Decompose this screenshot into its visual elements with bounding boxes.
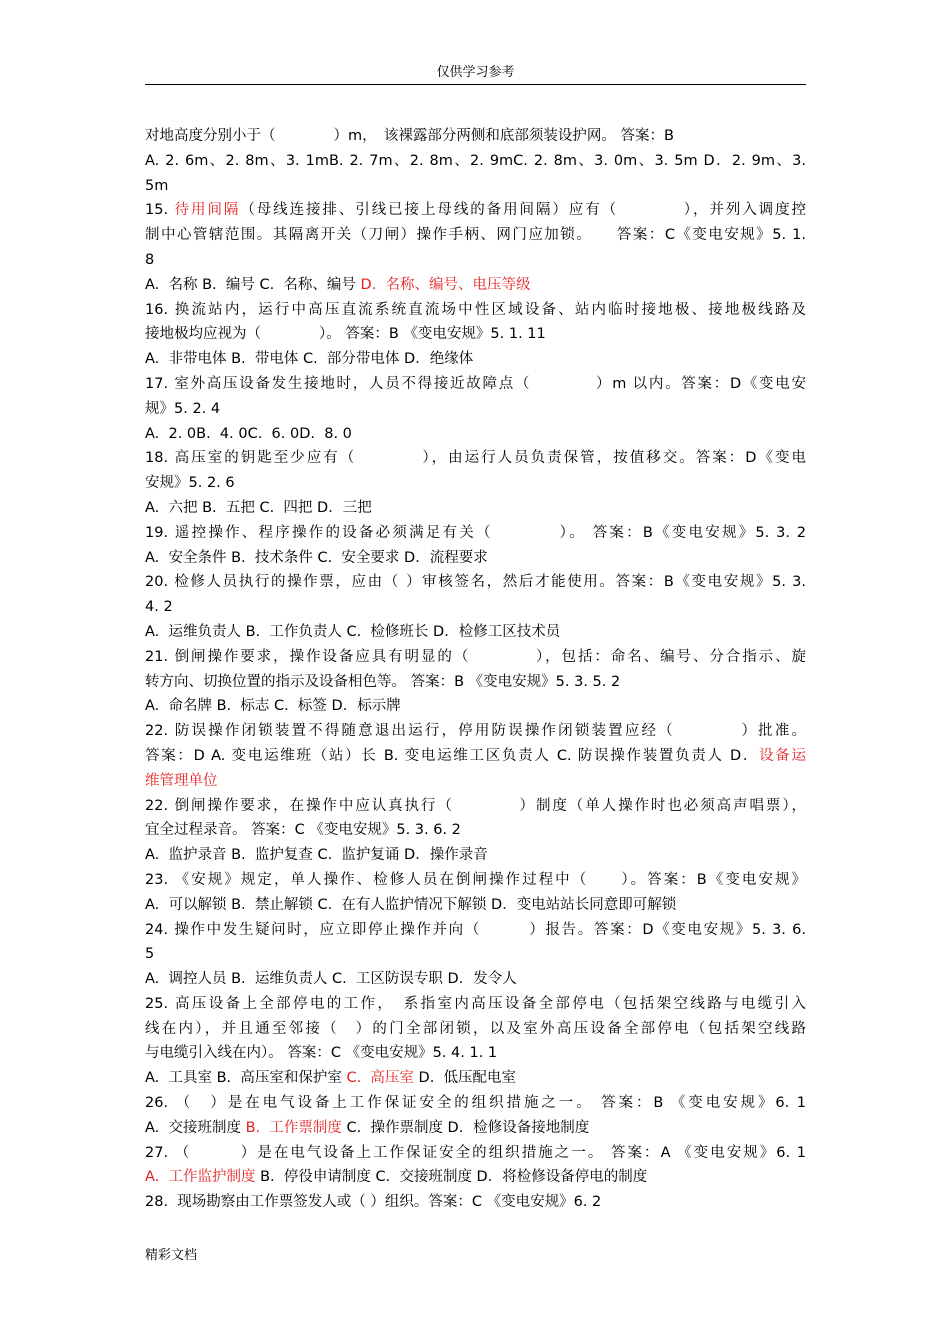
text-line	[145, 570, 806, 595]
highlighted-answer: D. 名称、编号、电压等级	[360, 276, 531, 293]
line-text: 23. 《安规》规定，单人操作、检修人员在倒闸操作过程中（ ）。答案：B《变电安规》	[145, 871, 806, 888]
line-text: A. 监护录音 B. 监护复查 C. 监护复诵 D．操作录音	[145, 847, 488, 864]
line-text: 8	[145, 251, 155, 268]
header-divider	[145, 84, 806, 85]
line-text: 20. 检修人员执行的操作票，应由（ ）审核签名，然后才能使用。答案：B《变电安规》5. 3.	[145, 574, 806, 591]
document-body	[145, 124, 806, 1215]
text-line	[145, 992, 806, 1017]
text-line	[145, 273, 806, 298]
highlighted-answer: 待用间隔	[174, 202, 241, 219]
line-text: 19. 遥控操作、程序操作的设备必须满足有关（ ）。 答案：B《变电安规》5. 3. 2	[145, 524, 806, 541]
line-text: 15.	[145, 202, 175, 219]
text-line	[145, 198, 806, 223]
text-line	[145, 174, 806, 199]
line-text: C. 操作票制度 D．检修设备接地制度	[341, 1119, 590, 1136]
highlighted-answer: B. 工作票制度	[245, 1119, 342, 1136]
line-text: A. 名称 B. 编号 C. 名称、编号	[145, 276, 361, 293]
text-line	[145, 546, 806, 571]
line-text: 24. 操作中发生疑问时，应立即停止操作并向（ ）报告。答案：D《变电安规》5. 3. 6.	[145, 921, 806, 938]
text-line	[145, 1116, 806, 1141]
line-text: 22. 倒闸操作要求，在操作中应认真执行（ ）制度（单人操作时也必须高声唱票），	[145, 797, 806, 814]
page-footer: 精彩文档	[145, 1248, 198, 1263]
line-text: 25. 高压设备上全部停电的工作， 系指室内高压设备全部停电（包括架空线路与电缆引入	[145, 995, 806, 1012]
line-text: A. 命名牌 B. 标志 C. 标签 D．标示牌	[145, 698, 401, 715]
line-text: 答案：D A. 变电运维班（站）长 B. 变电运维工区负责人 C. 防误操作装置负责人 D．	[145, 747, 760, 764]
line-text: A. 调控人员 B. 运维负责人 C. 工区防误专职 D．发令人	[145, 971, 517, 988]
page-header: 仅供学习参考	[436, 65, 515, 80]
line-text: A. 可以解锁 B. 禁止解锁 C. 在有人监护情况下解锁 D．变电站站长同意即可解锁	[145, 896, 677, 913]
text-line	[145, 868, 806, 893]
line-text: 与电缆引入线在内）。 答案：C 《变电安规》5. 4. 1. 1	[145, 1045, 498, 1062]
text-line	[145, 645, 806, 670]
text-line	[145, 1165, 806, 1190]
line-text: 规》5. 2. 4	[145, 400, 221, 417]
line-text: 5m	[145, 177, 169, 194]
line-text: 17. 室外高压设备发生接地时，人员不得接近故障点（ ）m 以内。答案：D《变电安	[145, 375, 806, 392]
line-text: B. 停役申请制度 C. 交接班制度 D．将检修设备停电的制度	[255, 1169, 648, 1186]
text-line	[145, 521, 806, 546]
text-line	[145, 893, 806, 918]
line-text: （母线连接排、引线已接上母线的备用间隔）应有（ ），并列入调度控	[240, 202, 806, 219]
text-line	[145, 670, 806, 695]
line-text: 对地高度分别小于（ ）m， 该裸露部分两侧和底部须装设护网。 答案：B	[145, 128, 674, 144]
text-line	[145, 595, 806, 620]
text-line	[145, 372, 806, 397]
line-text: 5	[145, 946, 155, 963]
line-text: A. 工具室 B. 高压室和保护室	[145, 1070, 347, 1087]
line-text: 接地极均应视为（ ）。 答案：B 《变电安规》5. 1. 11	[145, 326, 546, 343]
line-text: 16. 换流站内，运行中高压直流系统直流场中性区域设备、站内临时接地极、接地极线路及	[145, 301, 806, 318]
line-text: 转方向、切换位置的指示及设备相色等。 答案：B 《变电安规》5. 3. 5. 2	[145, 673, 621, 690]
text-line	[145, 1141, 806, 1166]
line-text: A. 运维负责人 B. 工作负责人 C. 检修班长 D．检修工区技术员	[145, 623, 561, 640]
line-text: 21. 倒闸操作要求，操作设备应具有明显的（ ），包括：命名、编号、分合指示、旋	[145, 648, 806, 665]
highlighted-answer: 维管理单位	[145, 772, 218, 789]
line-text: A. 交接班制度	[145, 1119, 246, 1136]
line-text: A. 安全条件 B. 技术条件 C. 安全要求 D．流程要求	[145, 549, 488, 566]
text-line	[145, 1190, 806, 1215]
line-text: 28. 现场勘察由工作票签发人或（ ）组织。答案：C 《变电安规》6. 2	[145, 1194, 602, 1211]
line-text: 26. （ ）是在电气设备上工作保证安全的组织措施之一。 答案：B 《变电安规》6. 1	[145, 1095, 806, 1112]
text-line	[145, 1091, 806, 1116]
text-line	[145, 471, 806, 496]
text-line	[145, 942, 806, 967]
text-line	[145, 843, 806, 868]
text-line	[145, 397, 806, 422]
line-text: 线在内），并且通至邻接（ ）的门全部闭锁，以及室外高压设备全部停电（包括架空线路	[145, 1020, 806, 1037]
text-line	[145, 149, 806, 174]
text-line	[145, 496, 806, 521]
line-text: A. 2. 0B. 4. 0C. 6. 0D. 8. 0	[145, 425, 352, 442]
line-text: 22. 防误操作闭锁装置不得随意退出运行，停用防误操作闭锁装置应经（ ）批准。	[145, 723, 806, 740]
text-line	[145, 620, 806, 645]
line-text: 安规》5. 2. 6	[145, 475, 235, 492]
text-line	[145, 422, 806, 447]
text-line	[145, 223, 806, 248]
line-text: A. 2. 6m、2. 8m、3. 1mB. 2. 7m、2. 8m、2. 9mC. 2. 8m、3. 0m、3. 5m D．2. 9m、3.	[145, 152, 806, 169]
text-line	[145, 322, 806, 347]
text-line	[145, 744, 806, 769]
text-line	[145, 446, 806, 471]
text-line	[145, 918, 806, 943]
text-line	[145, 769, 806, 794]
text-line	[145, 347, 806, 372]
text-line	[145, 1066, 806, 1091]
text-line	[145, 794, 806, 819]
text-line	[145, 694, 806, 719]
highlighted-answer: 设备运	[759, 747, 806, 764]
text-line	[145, 967, 806, 992]
text-line	[145, 124, 806, 149]
line-text: A. 六把 B. 五把 C. 四把 D．三把	[145, 499, 372, 516]
line-text: 4. 2	[145, 599, 173, 616]
text-line	[145, 1017, 806, 1042]
line-text: 27. （ ）是在电气设备上工作保证安全的组织措施之一。 答案：A 《变电安规》6. 1	[145, 1144, 806, 1161]
line-text: 制中心管辖范围。其隔离开关（刀闸）操作手柄、网门应加锁。 答案：C《变电安规》5. 1.	[145, 227, 806, 244]
text-line	[145, 818, 806, 843]
line-text: D. 低压配电室	[413, 1070, 517, 1087]
text-line	[145, 719, 806, 744]
highlighted-answer: C. 高压室	[346, 1070, 414, 1087]
text-line	[145, 1041, 806, 1066]
highlighted-answer: A. 工作监护制度	[145, 1169, 256, 1186]
line-text: A. 非带电体 B. 带电体 C. 部分带电体 D．绝缘体	[145, 351, 474, 368]
text-line	[145, 298, 806, 323]
text-line	[145, 248, 806, 273]
line-text: 18. 高压室的钥匙至少应有（ ），由运行人员负责保管，按值移交。答案：D《变电	[145, 450, 806, 467]
line-text: 宜全过程录音。 答案：C 《变电安规》5. 3. 6. 2	[145, 822, 461, 839]
